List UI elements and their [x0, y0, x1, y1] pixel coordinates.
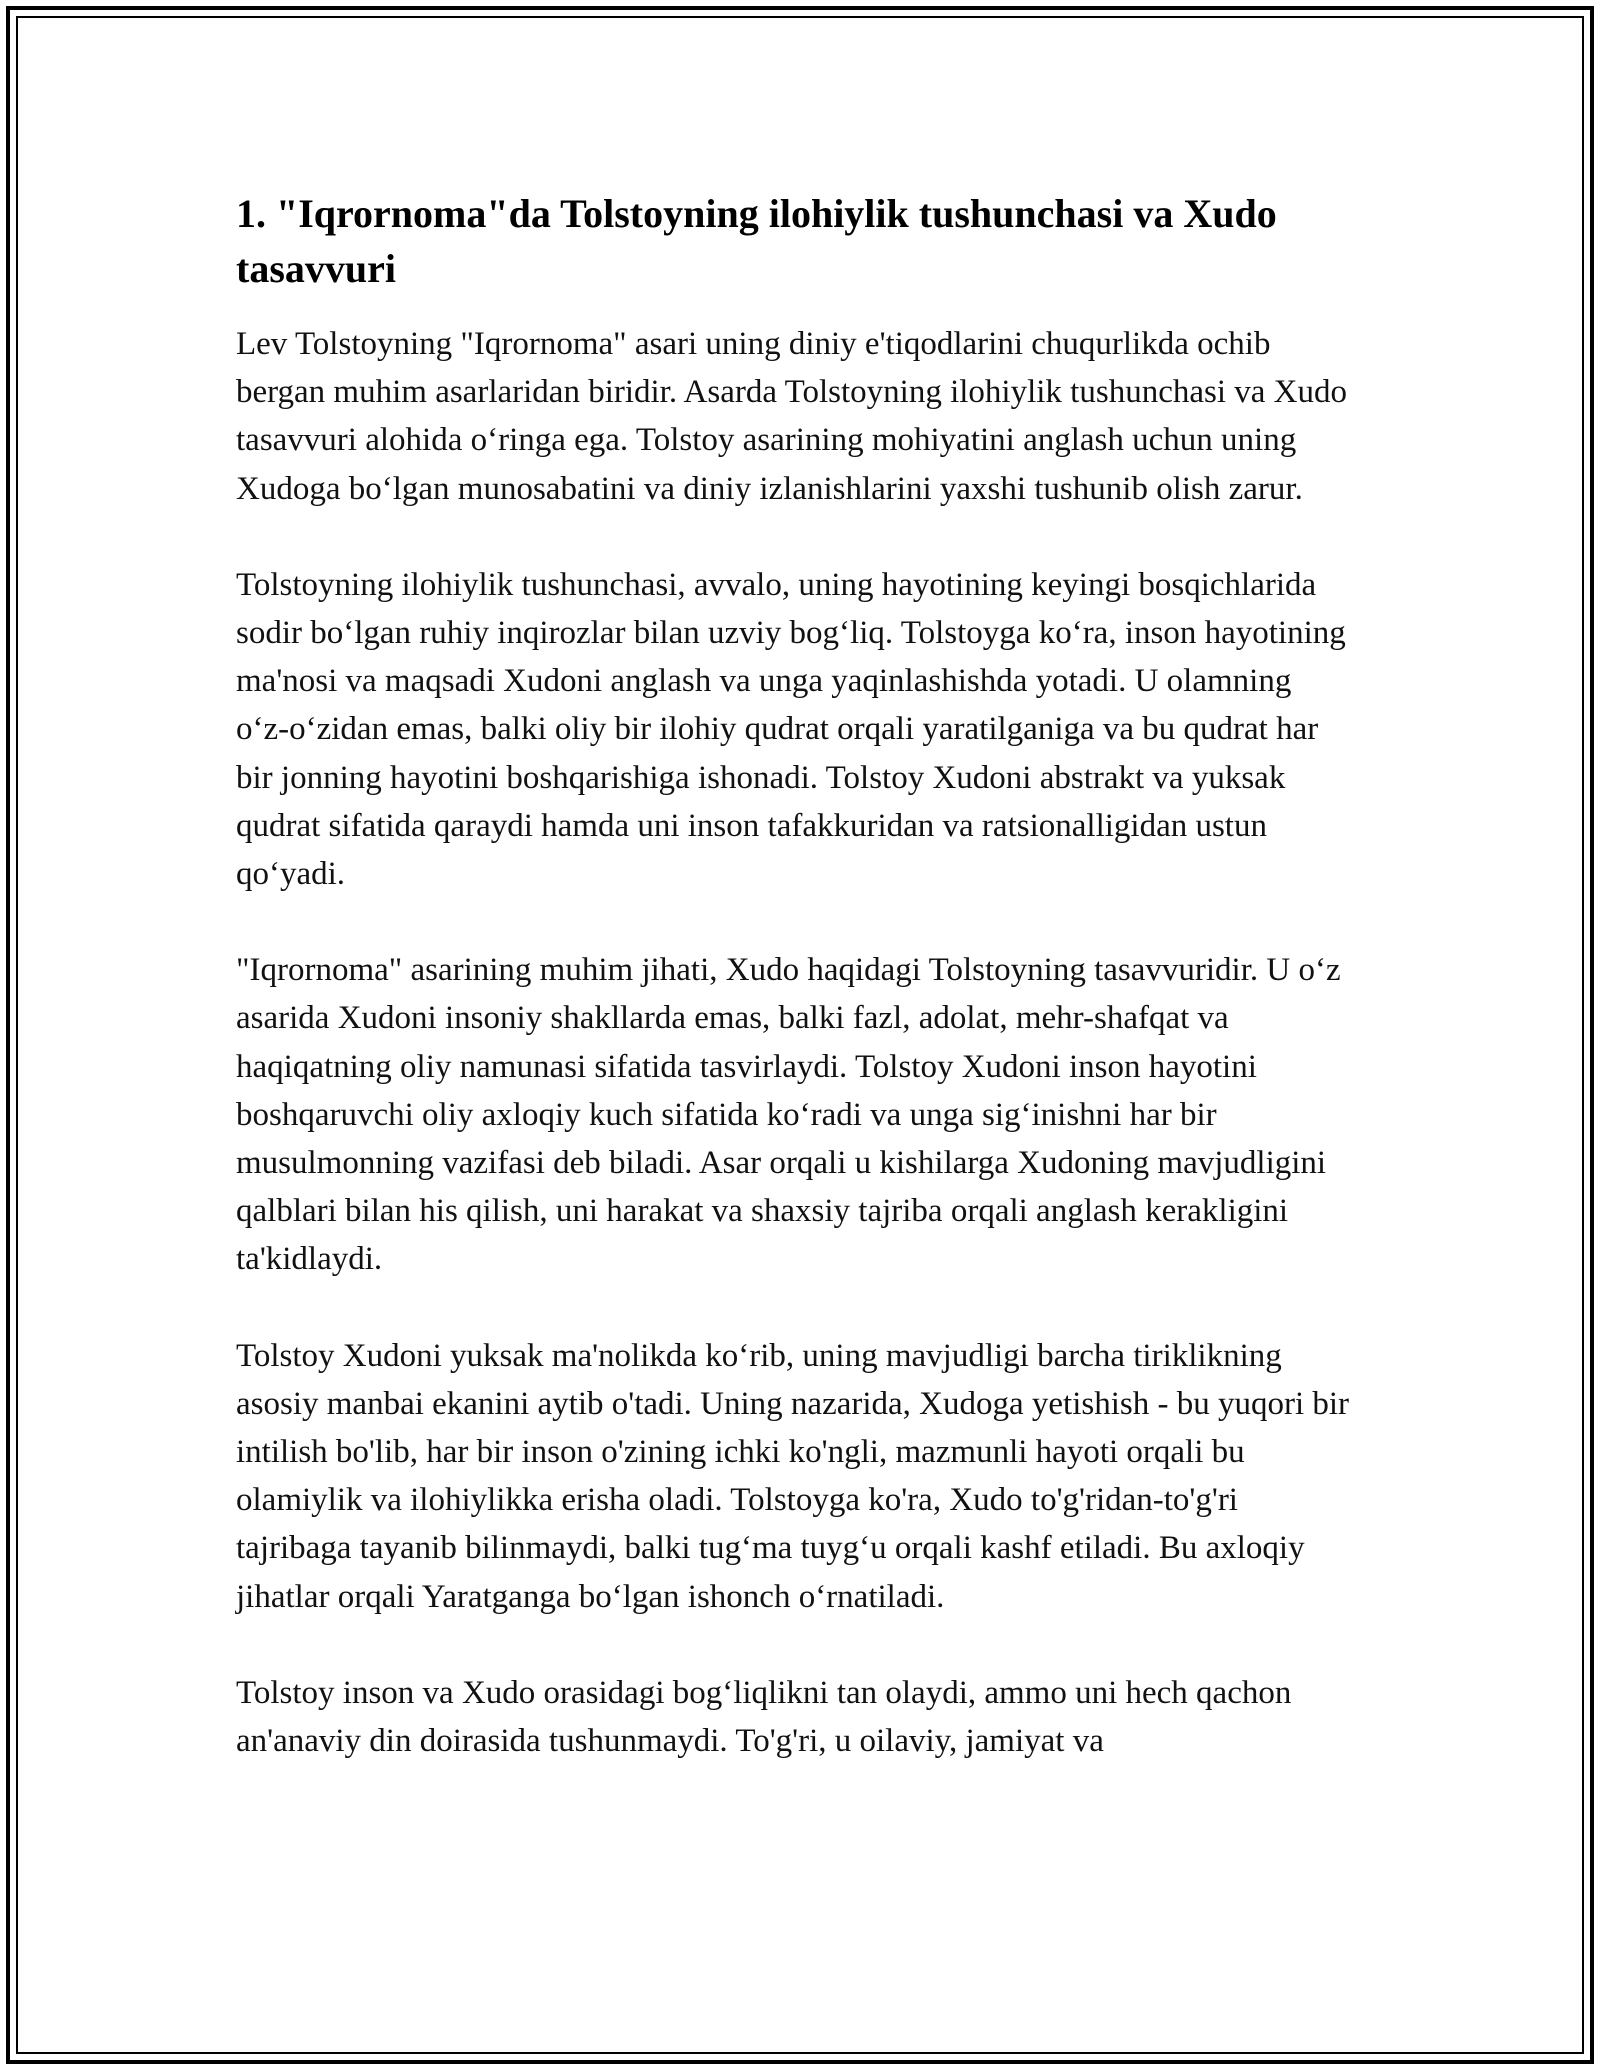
- section-heading: 1. "Iqrornoma"da Tolstoyning ilohiylik tushunchasi va Xudo tasavvuri: [236, 191, 1277, 291]
- paragraph-5: Tolstoy inson va Xudo orasidagi bog‘liqlikni tan olaydi, ammo uni hech qachon an'anaviy din doirasida tushunmaydi. To'g'ri, u oilaviy, jamiyat va: [236, 1674, 1292, 1760]
- document-body: [236, 186, 1352, 1813]
- paragraph-1: Lev Tolstoyning "Iqrornoma" asari uning diniy e'tiqodlarini chuqurlikda ochib bergan muhim asarlaridan biridir. Asarda Tolstoyning ilohiylik tushunchasi va Xudo tasavvuri alohida o‘ringa ega. Tolstoy asarining mohiyatini anglash uchun uning Xudoga bo‘lgan munosabatini va diniy izlanishlarini yaxshi tushunib olish zarur.: [236, 326, 1347, 507]
- paragraph-2: Tolstoyning ilohiylik tushunchasi, avvalo, uning hayotining keyingi bosqichlarida sodir bo‘lgan ruhiy inqirozlar bilan uzviy bog‘liq. Tolstoyga ko‘ra, inson hayotining ma'nosi va maqsadi Xudoni anglash va unga yaqinlashishda yotadi. U olamning o‘z-o‘zidan emas, balki oliy bir ilohiy qudrat orqali yaratilganiga va bu qudrat har bir jonning hayotini boshqarishiga ishonadi. Tolstoy Xudoni abstrakt va yuksak qudrat sifatida qaraydi hamda uni inson tafakkuridan va ratsionalligidan ustun qo‘yadi.: [236, 566, 1346, 893]
- paragraph-4: Tolstoy Xudoni yuksak ma'nolikda ko‘rib, uning mavjudligi barcha tiriklikning asosiy manbai ekanini aytib o'tadi. Uning nazarida, Xudoga yetishish - bu yuqori bir intilish bo'lib, har bir inson o'zining ichki ko'ngli, mazmunli hayoti orqali bu olamiylik va ilohiylikka erisha oladi. Tolstoyga ko'ra, Xudo to'g'ridan-to'g'ri tajribaga tayanib bilinmaydi, balki tug‘ma tuyg‘u orqali kashf etiladi. Bu axloqiy jihatlar orqali Yaratganga bo‘lgan ishonch o‘rnatiladi.: [236, 1337, 1350, 1615]
- paragraph-3: "Iqrornoma" asarining muhim jihati, Xudo haqidagi Tolstoyning tasavvuridir. U o‘z asarida Xudoni insoniy shakllarda emas, balki fazl, adolat, mehr-shafqat va haqiqatning oliy namunasi sifatida tasvirlaydi. Tolstoy Xudoni inson hayotini boshqaruvchi oliy axloqiy kuch sifatida ko‘radi va unga sig‘inishni har bir musulmonning vazifasi deb biladi. Asar orqali u kishilarga Xudoning mavjudligini qalblari bilan his qilish, uni harakat va shaxsiy tajriba orqali anglash kerakligini ta'kidlaydi.: [236, 952, 1341, 1278]
